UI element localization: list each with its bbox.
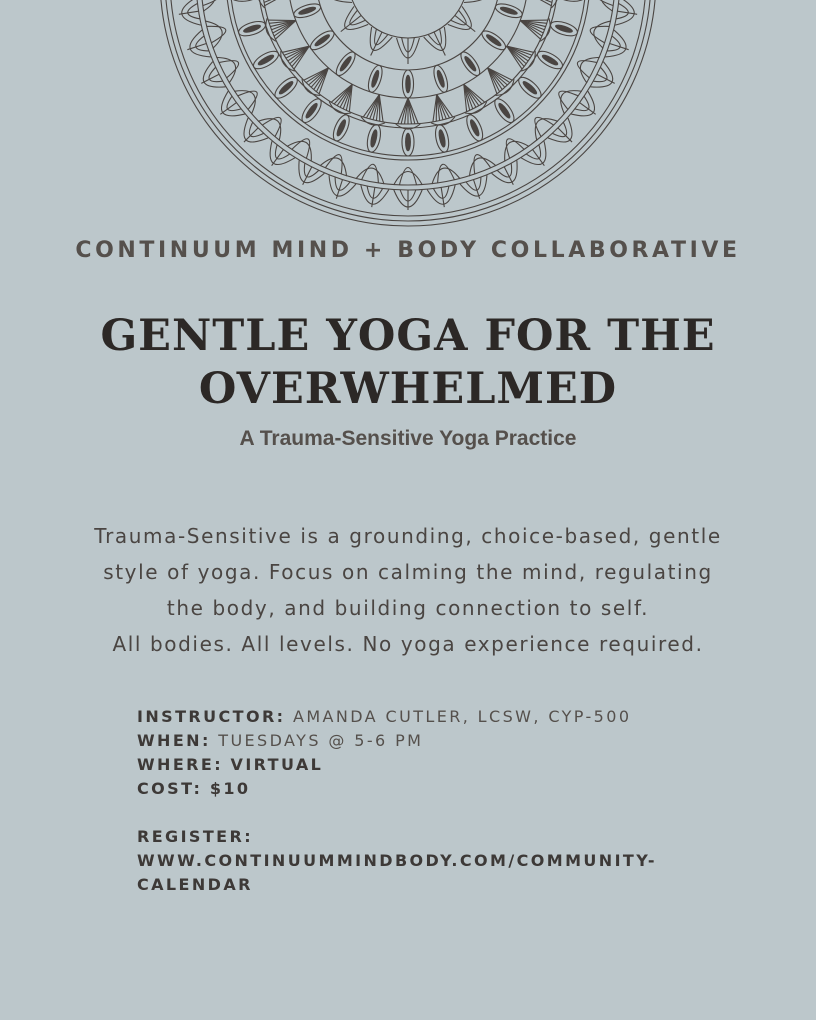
- description-line-1: Trauma-Sensitive is a grounding, choice-based, gentle: [94, 524, 722, 548]
- organization-name: CONTINUUM MIND + BODY COLLABORATIVE: [75, 238, 741, 263]
- register-url-line-2[interactable]: CALENDAR: [137, 875, 253, 894]
- register-label: REGISTER:: [137, 827, 254, 846]
- description-line-2: style of yoga. Focus on calming the mind, regulating: [103, 560, 713, 584]
- where-value: VIRTUAL: [230, 755, 324, 774]
- when-value: TUESDAYS @ 5-6 PM: [218, 731, 424, 750]
- mandala-icon: [158, 0, 658, 228]
- title-line-2: OVERWHELMED: [198, 364, 618, 414]
- description: [60, 518, 756, 662]
- instructor-label: INSTRUCTOR:: [137, 707, 286, 726]
- when-label: WHEN:: [137, 731, 211, 750]
- register-url-line-1[interactable]: WWW.CONTINUUMMINDBODY.COM/COMMUNITY-: [137, 851, 657, 870]
- description-line-3: the body, and building connection to self.: [166, 596, 650, 620]
- cost-value: $10: [209, 779, 251, 798]
- description-line-4: All bodies. All levels. No yoga experience required.: [112, 632, 704, 656]
- spacer: [137, 801, 737, 825]
- cost-label: COST:: [137, 779, 203, 798]
- subtitle: A Trauma-Sensitive Yoga Practice: [239, 427, 577, 450]
- page-title: [60, 310, 756, 416]
- title-line-1: GENTLE YOGA FOR THE: [100, 311, 716, 361]
- when-row: [137, 729, 737, 753]
- event-details: [137, 705, 737, 897]
- instructor-row: [137, 705, 737, 729]
- instructor-value: AMANDA CUTLER, LCSW, CYP-500: [292, 707, 632, 726]
- where-label: WHERE:: [137, 755, 224, 774]
- where-row: [137, 753, 737, 777]
- cost-row: [137, 777, 737, 801]
